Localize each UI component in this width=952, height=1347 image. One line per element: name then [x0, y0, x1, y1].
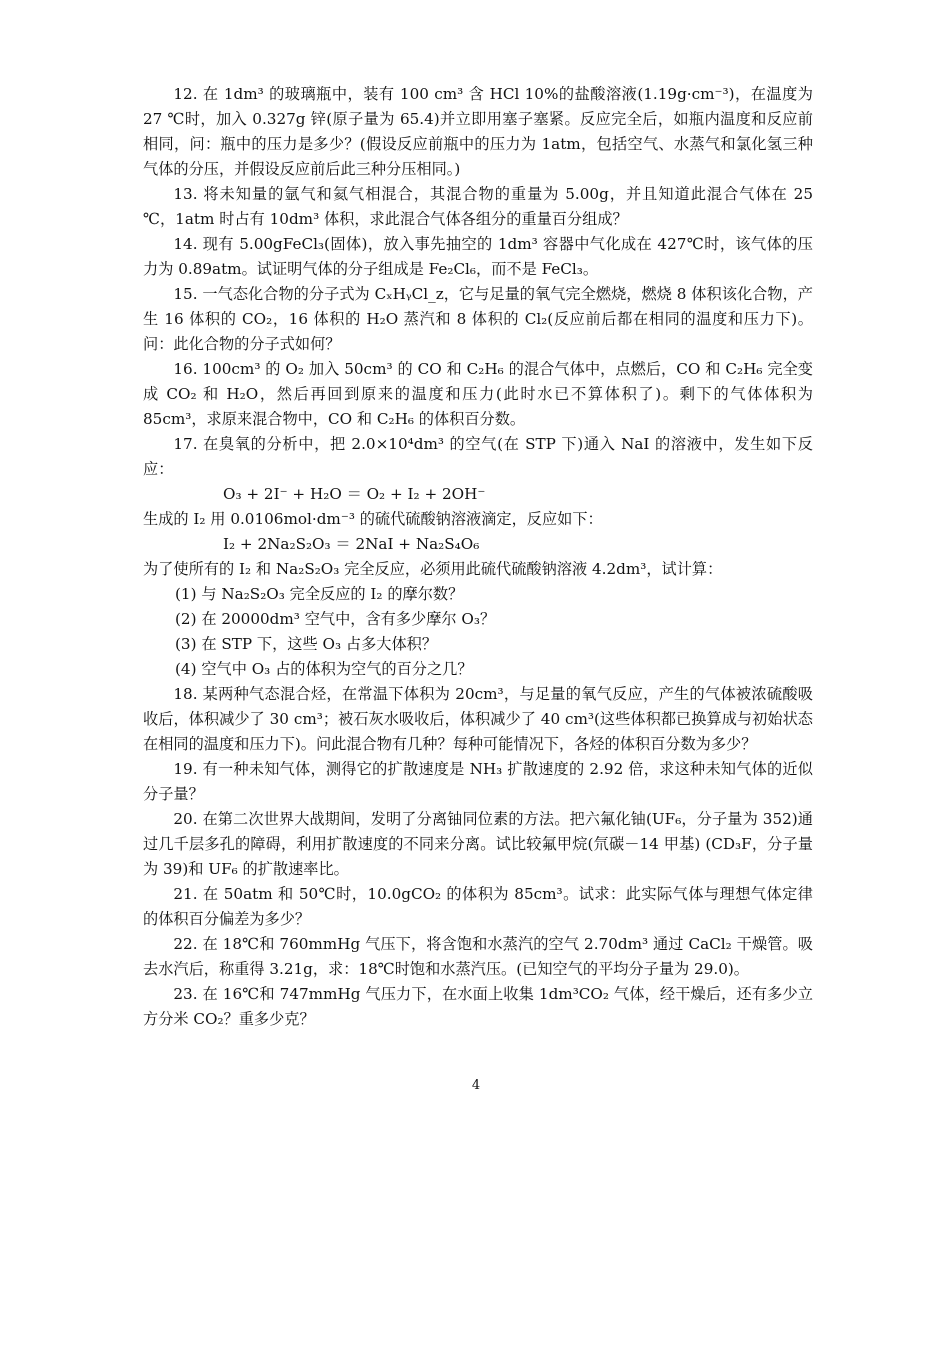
problem-17-text: 生成的 I₂ 用 0.0106mol·dm⁻³ 的硫代硫酸钠溶液滴定，反应如下： [143, 510, 603, 528]
sub-question: (1) 与 Na₂S₂O₃ 完全反应的 I₂ 的摩尔数？ [175, 585, 464, 603]
problem-21: 21. 在 50atm 和 50℃时，10.0gCO₂ 的体积为 85cm³。试求：此实际气体与理想气体定律的体积百分偏差为多少？ [143, 885, 813, 928]
problem-17-text: 为了使所有的 I₂ 和 Na₂S₂O₃ 完全反应，必须用此硫代硫酸钠溶液 4.2dm³，试计算： [143, 560, 723, 578]
problem-12: 12. 在 1dm³ 的玻璃瓶中，装有 100 cm³ 含 HCl 10%的盐酸溶液(1.19g·cm⁻³)，在温度为 27 ℃时，加入 0.327g 锌(原子量为 65.4)并立即用塞子塞紧。反应完全后，如瓶内温度和反应前相同，问：瓶中的压力是多少？(假设反应前瓶中的压力为 1atm，包括空气、水蒸气和氯化氢三种气体的分压，并假设反应前后此三种分压相同。) [143, 85, 813, 178]
problem-13: 13. 将未知量的氩气和氦气相混合，其混合物的重量为 5.00g，并且知道此混合气体在 25 ℃，1atm 时占有 10dm³ 体积，求此混合气体各组分的重量百分组成？ [143, 185, 813, 228]
equation-thiosulfate: I₂ + 2Na₂S₂O₃ ＝ 2NaI + Na₂S₄O₆ [223, 535, 480, 553]
document-body [143, 82, 813, 1032]
sub-question: (2) 在 20000dm³ 空气中，含有多少摩尔 O₃？ [175, 610, 496, 628]
problem-16: 16. 100cm³ 的 O₂ 加入 50cm³ 的 CO 和 C₂H₆ 的混合气体中，点燃后，CO 和 C₂H₆ 完全变成 CO₂ 和 H₂O，然后再回到原来的温度和压力(此时水已不算体积了)。剩下的气体体积为 85cm³，求原来混合物中，CO 和 C₂H₆ 的体积百分数。 [143, 360, 813, 428]
problem-18: 18. 某两种气态混合烃，在常温下体积为 20cm³，与足量的氧气反应，产生的气体被浓硫酸吸收后，体积减少了 30 cm³；被石灰水吸收后，体积减少了 40 cm³(这些体积都已换算成与初始状态在相同的温度和压力下)。问此混合物有几种？每种可能情况下，各烃的体积百分数为多少？ [143, 685, 813, 753]
sub-question: (3) 在 STP 下，这些 O₃ 占多大体积？ [175, 635, 438, 653]
problem-17: 17. 在臭氧的分析中，把 2.0×10⁴dm³ 的空气(在 STP 下)通入 NaI 的溶液中，发生如下反应： [143, 435, 813, 478]
problem-14: 14. 现有 5.00gFeCl₃(固体)，放入事先抽空的 1dm³ 容器中气化成在 427℃时，该气体的压力为 0.89atm。试证明气体的分子组成是 Fe₂Cl₆，而不是 FeCl₃。 [143, 235, 813, 278]
problem-15: 15. 一气态化合物的分子式为 CₓHᵧCl_z，它与足量的氧气完全燃烧，燃烧 8 体积该化合物，产生 16 体积的 CO₂，16 体积的 H₂O 蒸汽和 8 体积的 Cl₂(反应前后都在相同的温度和压力下)。问：此化合物的分子式如何？ [143, 285, 813, 353]
problem-23: 23. 在 16℃和 747mmHg 气压力下，在水面上收集 1dm³CO₂ 气体，经干燥后，还有多少立方分米 CO₂？重多少克？ [143, 985, 813, 1028]
problem-22: 22. 在 18℃和 760mmHg 气压下，将含饱和水蒸汽的空气 2.70dm³ 通过 CaCl₂ 干燥管。吸去水汽后，称重得 3.21g，求：18℃时饱和水蒸汽压。(已知空气的平均分子量为 29.0)。 [143, 935, 813, 978]
problem-20: 20. 在第二次世界大战期间，发明了分离铀同位素的方法。把六氟化铀(UF₆，分子量为 352)通过几千层多孔的障碍，利用扩散速度的不同来分离。试比较氟甲烷(氘碳－14 甲基) (CD₃F，分子量为 39)和 UF₆ 的扩散速率比。 [143, 810, 813, 878]
equation-ozone: O₃ + 2I⁻ + H₂O ＝ O₂ + I₂ + 2OH⁻ [223, 485, 486, 503]
sub-question: (4) 空气中 O₃ 占的体积为空气的百分之几？ [175, 660, 473, 678]
problem-19: 19. 有一种未知气体，测得它的扩散速度是 NH₃ 扩散速度的 2.92 倍，求这种未知气体的近似分子量？ [143, 760, 813, 803]
page-number: 4 [471, 1078, 481, 1093]
